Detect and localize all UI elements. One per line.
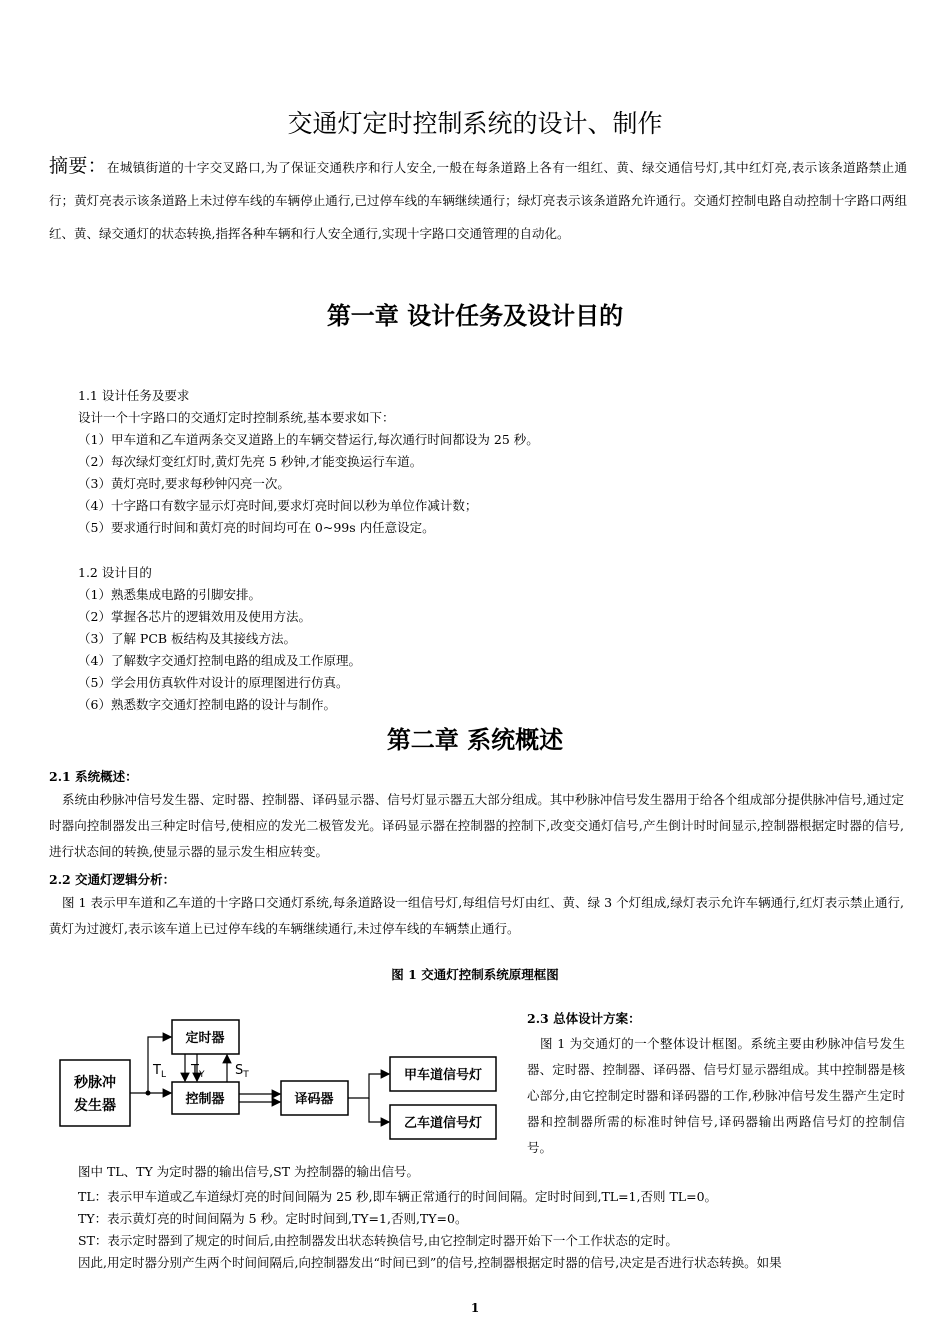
pulse-label-1: 秒脉冲 <box>74 1075 116 1091</box>
notes-intro: 图中 TL、TY 为定时器的输出信号,ST 为控制器的输出信号。 <box>78 1164 420 1179</box>
note-ty: TY：表示黄灯亮的时间间隔为 5 秒。定时时间到,TY=1,否则,TY=0。 <box>78 1211 468 1226</box>
list-item: （3）了解 PCB 板结构及其接线方法。 <box>78 631 297 646</box>
list-item: （6）熟悉数字交通灯控制电路的设计与制作。 <box>78 697 336 712</box>
list-item: （2）每次绿灯变红灯时,黄灯先亮 5 秒钟,才能变换运行车道。 <box>78 454 423 469</box>
section-2-3-title: 2.3 总体设计方案： <box>527 1011 641 1026</box>
page-number: 1 <box>470 1301 480 1315</box>
document-title: 交通灯定时控制系统的设计、制作 <box>287 109 663 138</box>
signal-st: $S_T$ <box>235 1063 249 1080</box>
controller-label: 控制器 <box>185 1092 225 1107</box>
note-conclusion: 因此,用定时器分别产生两个时间间隔后,向控制器发出“时间已到”的信号,控制器根据定时器的信号,决定是否进行状态转换。如果 <box>78 1255 782 1270</box>
light-b-label: 乙车道信号灯 <box>403 1116 483 1131</box>
figure-caption: 图 1 交通灯控制系统原理框图 <box>391 967 559 982</box>
signal-tl: $T_L$ <box>153 1063 166 1080</box>
section-1-2 <box>78 562 898 716</box>
timer-label: 定时器 <box>185 1031 225 1046</box>
light-a-label: 甲车道信号灯 <box>403 1068 483 1083</box>
list-item: （5）学会用仿真软件对设计的原理图进行仿真。 <box>78 675 349 690</box>
section-1-1-title: 1.1 设计任务及要求 <box>78 388 190 403</box>
list-item: （2）掌握各芯片的逻辑效用及使用方法。 <box>78 609 311 624</box>
abstract <box>49 150 907 250</box>
note-tl: TL：表示甲车道或乙车道绿灯亮的时间间隔为 25 秒,即车辆正常通行的时间间隔。定时时间到,TL=1,否则 TL=0。 <box>78 1189 718 1204</box>
list-item: （4）了解数字交通灯控制电路的组成及工作原理。 <box>78 653 361 668</box>
abstract-label: 摘要： <box>49 155 108 177</box>
section-2-1 <box>49 767 904 865</box>
list-item: （5）要求通行时间和黄灯亮的时间均可在 0~99s 内任意设定。 <box>78 520 435 535</box>
section-1-1 <box>78 385 898 539</box>
section-2-2 <box>49 870 904 942</box>
list-item: （4）十字路口有数字显示灯亮时间,要求灯亮时间以秒为单位作减计数； <box>78 498 478 513</box>
list-item: （1）甲车道和乙车道两条交叉道路上的车辆交替运行,每次通行时间都设为 25 秒。 <box>78 432 539 447</box>
decoder-label: 译码器 <box>294 1092 334 1107</box>
section-2-3-text: 图 1 为交通灯的一个整体设计框图。系统主要由秒脉冲信号发生器、定时器、控制器、译码器、信号灯显示器组成。其中控制器是核心部分,由它控制定时器和译码器的工作,秒脉冲信号发生器产生定时器和控制器所需的标准时钟信号,译码器输出两路信号灯的控制信号。 <box>527 1036 905 1155</box>
chapter2-heading: 第二章 系统概述 <box>386 726 564 754</box>
section-2-2-text: 图 1 表示甲车道和乙车道的十字路口交通灯系统,每条道路设一组信号灯,每组信号灯由红、黄、绿 3 个灯组成,绿灯表示允许车辆通行,红灯表示禁止通行,黄灯为过渡灯,表示该车道上已过停车线的车辆继续通行,未过停车线的车辆禁止通行。 <box>49 895 904 936</box>
section-2-3 <box>527 1007 905 1161</box>
pulse-label-2: 发生器 <box>74 1098 116 1114</box>
list-item: （3）黄灯亮时,要求每秒钟闪亮一次。 <box>78 476 290 491</box>
block-diagram <box>55 1012 515 1162</box>
signal-notes <box>78 1186 908 1274</box>
section-2-1-title: 2.1 系统概述： <box>49 769 138 784</box>
pulse-generator-block <box>60 1060 130 1126</box>
signal-ty: $T_Y$ <box>191 1063 205 1080</box>
abstract-text: 在城镇街道的十字交叉路口,为了保证交通秩序和行人安全,一般在每条道路上各有一组红、黄、绿交通信号灯,其中红灯亮,表示该条道路禁止通行；黄灯亮表示该条道路上未过停车线的车辆停止通行,已过停车线的车辆继续通行；绿灯亮表示该条道路允许通行。交通灯控制电路自动控制十字路口两组红、黄、绿交通灯的状态转换,指挥各种车辆和行人安全通行,实现十字路口交通管理的自动化。 <box>49 160 907 241</box>
chapter1-heading: 第一章 设计任务及设计目的 <box>326 302 624 330</box>
section-1-1-intro: 设计一个十字路口的交通灯定时控制系统,基本要求如下： <box>78 410 395 425</box>
section-2-2-title: 2.2 交通灯逻辑分析： <box>49 872 176 887</box>
section-2-1-text: 系统由秒脉冲信号发生器、定时器、控制器、译码显示器、信号灯显示器五大部分组成。其中秒脉冲信号发生器用于给各个组成部分提供脉冲信号,通过定时器向控制器发出三种定时信号,使相应的发光二极管发光。译码显示器在控制器的控制下,改变交通灯信号,产生倒计时时间显示,控制器根据定时器的信号,进行状态间的转换,使显示器的显示发生相应转变。 <box>49 792 904 859</box>
section-1-2-title: 1.2 设计目的 <box>78 565 152 580</box>
note-st: ST：表示定时器到了规定的时间后,由控制器发出状态转换信号,由它控制定时器开始下一个工作状态的定时。 <box>78 1233 678 1248</box>
list-item: （1）熟悉集成电路的引脚安排。 <box>78 587 261 602</box>
